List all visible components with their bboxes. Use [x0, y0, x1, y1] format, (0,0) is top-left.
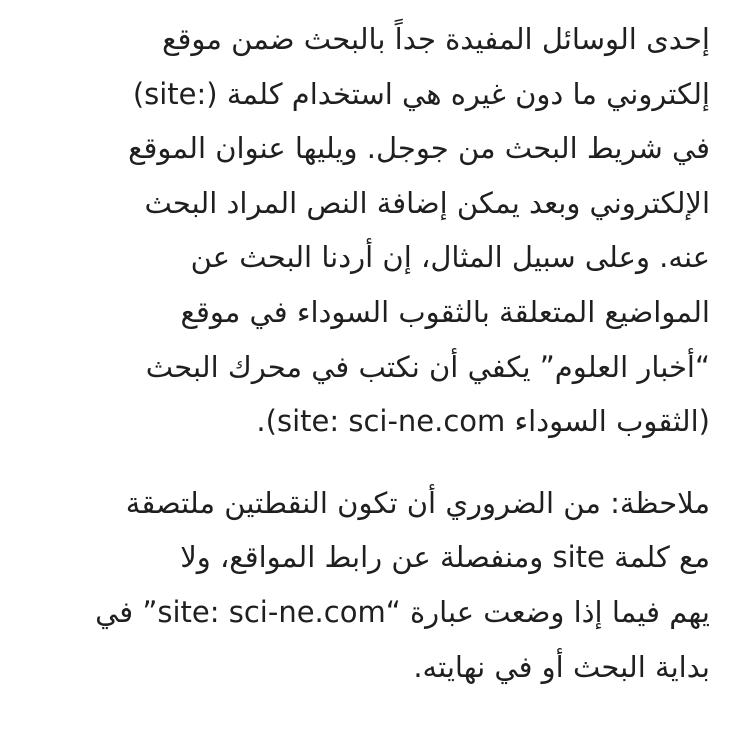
- paragraph-gap: [40, 449, 710, 476]
- paragraph-note: [40, 476, 710, 694]
- text-line: يهم فيما إذا وضعت عبارة “site: sci-ne.com” في: [95, 594, 710, 629]
- text-line: مع كلمة site ومنفصلة عن رابط المواقع، ولا: [180, 540, 710, 575]
- text-line: إحدى الوسائل المفيدة جداً بالبحث ضمن موقع: [162, 22, 710, 56]
- text-line: “أخبار العلوم” يكفي أن نكتب في محرك البحث: [145, 349, 710, 384]
- text-line: في شريط البحث من جوجل. ويليها عنوان الموقع: [128, 131, 710, 166]
- text-line: ملاحظة: من الضروري أن تكون النقطتين ملتصقة: [125, 485, 710, 520]
- article-text: [40, 12, 710, 694]
- text-line: (الثقوب السوداء site: sci-ne.com).: [256, 404, 710, 439]
- text-line: الإلكتروني وبعد يمكن إضافة النص المراد البحث: [144, 185, 710, 220]
- text-line: إلكتروني ما دون غيره هي استخدام كلمة (:site): [132, 76, 710, 111]
- text-line: بداية البحث أو في نهايته.: [413, 649, 710, 684]
- text-line: المواضيع المتعلقة بالثقوب السوداء في موقع: [180, 294, 710, 329]
- paragraph-site-search: [40, 12, 710, 449]
- text-line: عنه. وعلى سبيل المثال، إن أردنا البحث عن: [190, 240, 710, 275]
